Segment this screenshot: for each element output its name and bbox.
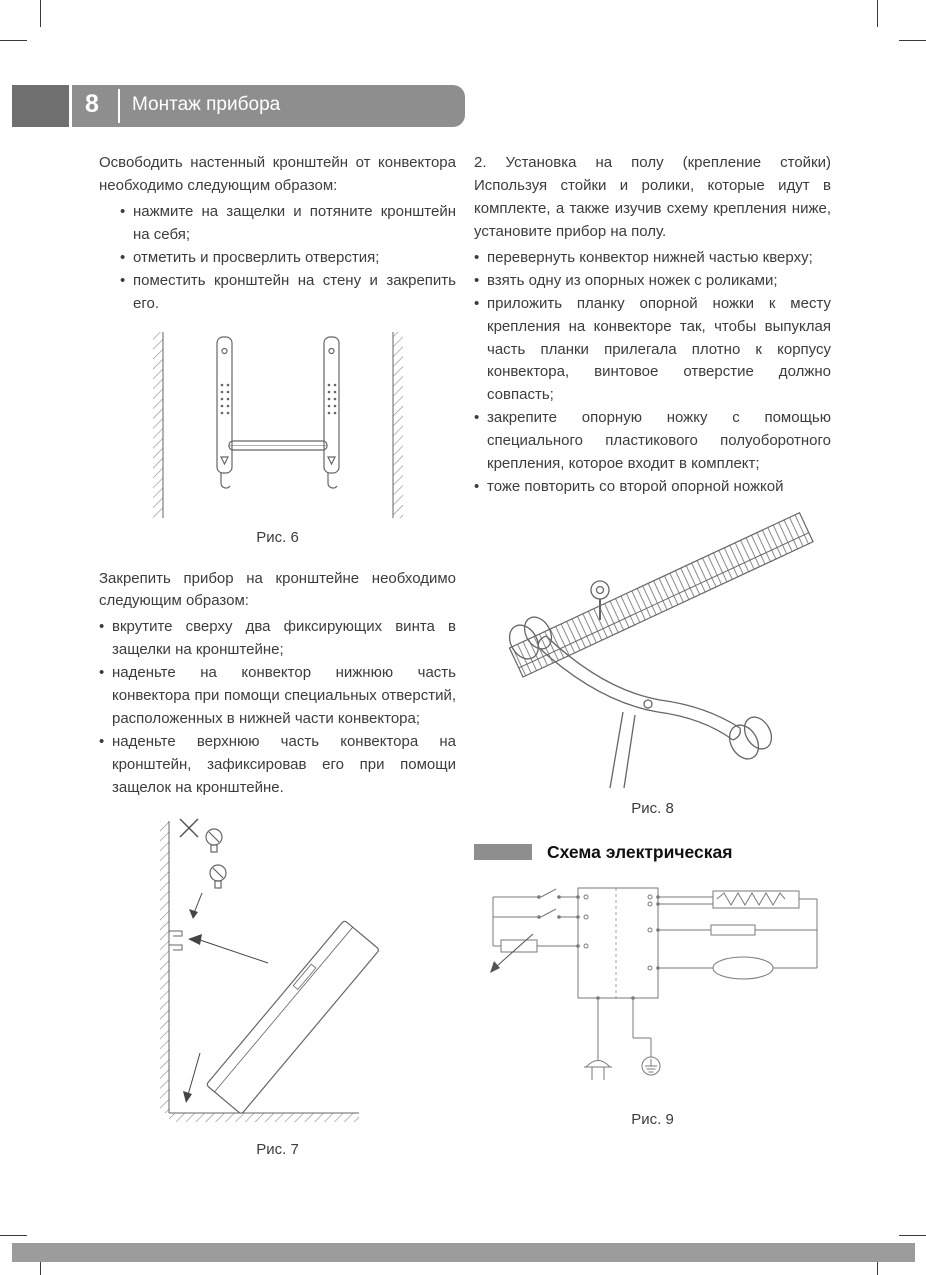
header-gray-bar [72, 85, 465, 127]
bullet-list [474, 247, 831, 499]
bullet-list [99, 616, 456, 800]
section-title: Схема электрическая [547, 842, 733, 862]
crop-mark-bottom-left-h [0, 1235, 27, 1236]
list-item: • отметить и просверлить отверстия; [120, 247, 456, 270]
list-item: • взять одну из опорных ножек с роликами; [474, 270, 831, 293]
regulator-arrowhead [490, 961, 500, 973]
support-foot-drawing [488, 512, 818, 792]
figure-caption: Рис. 6 [256, 528, 299, 546]
figure-caption: Рис. 9 [631, 1110, 674, 1128]
list-item: • тоже повторить со второй опорной ножкой [474, 476, 831, 499]
crop-mark-bottom-right-h [899, 1235, 926, 1236]
section-header-banner [12, 85, 465, 127]
figure-6 [99, 329, 456, 521]
paragraph: 2. Установка на полу (крепление стойки) Используя стойки и ролики, которые идут в комплекте, а также изучив схему крепления ниже, установите прибор на полу. [474, 154, 831, 240]
footer-bar [12, 1243, 915, 1262]
crop-mark-top-right-v [877, 0, 878, 27]
screws [206, 829, 226, 888]
header-separator [118, 89, 120, 123]
convector-grille-band [509, 513, 813, 677]
electric-scheme-header [474, 839, 831, 866]
wall-bracket-drawing [153, 329, 403, 521]
figure-caption: Рис. 8 [631, 800, 674, 818]
board-terminals [584, 895, 652, 970]
cross-mark [180, 819, 198, 837]
list-item: • наденьте на конвектор нижнюю часть конвектора при помощи специальных отверстий, расположенных в нижней части конвектора; [99, 662, 456, 731]
left-column [99, 152, 456, 1180]
right-column [474, 152, 831, 1150]
list-item: • поместить кронштейн на стену и закрепить его. [120, 270, 456, 316]
crop-mark-top-left-h [0, 40, 27, 41]
terminal-dots [537, 895, 660, 1000]
page-number: 8 [85, 90, 99, 118]
crop-mark-bottom-left-v [40, 1262, 41, 1275]
convector-body [206, 920, 379, 1114]
bracket-rails [217, 337, 339, 488]
paragraph: Закрепить прибор на кронштейне необходимо следующим образом: [99, 569, 456, 610]
crop-mark-top-left-v [40, 0, 41, 27]
crop-mark-top-right-h [899, 40, 926, 41]
crop-mark-bottom-right-v [877, 1262, 878, 1275]
figure-caption: Рис. 7 [256, 1140, 299, 1158]
circuit-lines [493, 888, 817, 1080]
figure-8 [474, 512, 831, 792]
figure-9 [474, 878, 831, 1103]
bullet-list [99, 201, 456, 316]
wall-mounting-drawing [138, 813, 418, 1133]
header-dark-block [12, 85, 69, 127]
paragraph: Освободить настенный кронштейн от конвектора необходимо следующим образом: [99, 154, 456, 194]
section-marker-bar [474, 844, 532, 860]
wall-hooks [169, 931, 182, 950]
list-item: • наденьте верхнюю часть конвектора на кронштейн, зафиксировав его при помощи защелок на кронштейне. [99, 731, 456, 800]
figure-7 [99, 813, 456, 1133]
list-item: • перевернуть конвектор нижней частью кверху; [474, 247, 831, 270]
list-item: • закрепите опорную ножку с помощью специального пластикового полуоборотного крепления, которое входит в комплект; [474, 407, 831, 476]
page-title: Монтаж прибора [132, 94, 281, 115]
bracket-holes [220, 383, 336, 414]
list-item: • вкрутите сверху два фиксирующих винта в защелки на кронштейне; [99, 616, 456, 662]
wiring-diagram [483, 878, 823, 1103]
list-item: • приложить планку опорной ножки к месту крепления на конвекторе так, чтобы выпуклая часть планки прилегала плотно к корпусу конвектора, винтовое отверстие должно совпасть; [474, 293, 831, 408]
list-item: • нажмите на защелки и потяните кронштейн на себя; [120, 201, 456, 247]
